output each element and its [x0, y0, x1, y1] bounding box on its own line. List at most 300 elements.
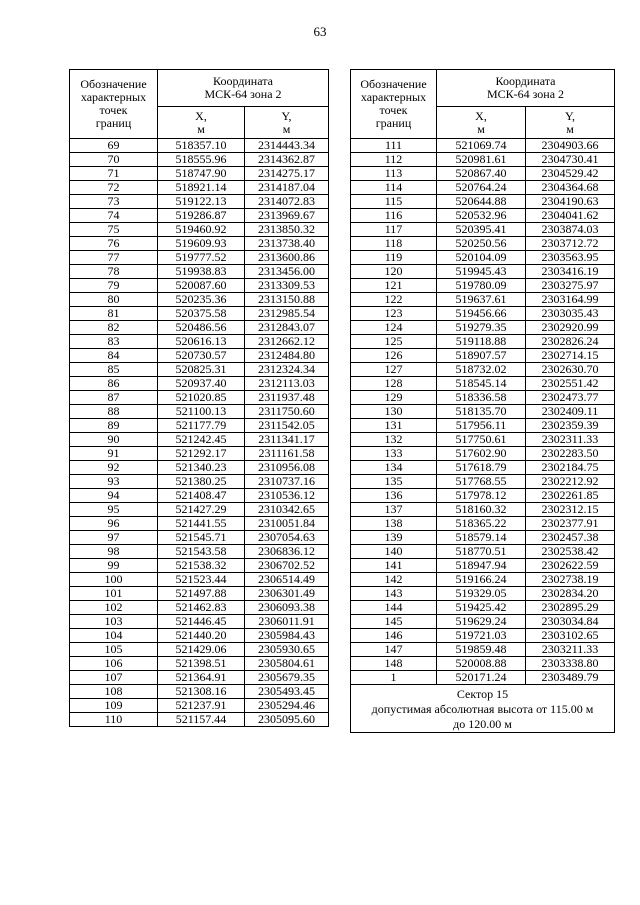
x-label: X, — [475, 108, 487, 123]
x-coordinate: 519637.61 — [437, 293, 526, 307]
y-coordinate: 2305930.65 — [245, 643, 329, 657]
table-row — [70, 237, 329, 251]
table-row — [351, 377, 615, 391]
point-label-header — [70, 70, 158, 139]
table-row — [351, 573, 615, 587]
y-coordinate: 2306836.12 — [245, 545, 329, 559]
y-coordinate: 2310737.16 — [245, 475, 329, 489]
table-row — [70, 503, 329, 517]
coordinates-rows-left — [70, 139, 329, 727]
y-coordinate: 2302473.77 — [526, 391, 615, 405]
x-coordinate: 520171.24 — [437, 671, 526, 685]
x-coordinate: 518545.14 — [437, 377, 526, 391]
y-coordinate: 2306702.52 — [245, 559, 329, 573]
table-row — [351, 475, 615, 489]
x-coordinate: 521292.17 — [158, 447, 245, 461]
y-coordinate: 2303211.33 — [526, 643, 615, 657]
y-coordinate: 2313850.32 — [245, 223, 329, 237]
table-row — [70, 601, 329, 615]
point-number: 107 — [70, 671, 158, 685]
x-coordinate: 520937.40 — [158, 377, 245, 391]
point-number: 123 — [351, 307, 437, 321]
y-coordinate: 2312985.54 — [245, 307, 329, 321]
coordinate-header — [437, 70, 615, 107]
point-number: 80 — [70, 293, 158, 307]
table-row — [351, 335, 615, 349]
x-coordinate: 521308.16 — [158, 685, 245, 699]
y-coordinate: 2313600.86 — [245, 251, 329, 265]
point-number: 104 — [70, 629, 158, 643]
y-coordinate: 2306093.38 — [245, 601, 329, 615]
table-row — [351, 223, 615, 237]
point-number: 95 — [70, 503, 158, 517]
x-coordinate: 520730.57 — [158, 349, 245, 363]
table-row — [70, 615, 329, 629]
point-number: 128 — [351, 377, 437, 391]
table-row — [351, 167, 615, 181]
y-coordinate: 2302457.38 — [526, 531, 615, 545]
x-coordinate: 519425.42 — [437, 601, 526, 615]
table-row — [351, 251, 615, 265]
table-row — [70, 713, 329, 727]
y-coordinate: 2303416.19 — [526, 265, 615, 279]
point-number: 88 — [70, 405, 158, 419]
point-number: 120 — [351, 265, 437, 279]
table-row — [70, 475, 329, 489]
table-row — [351, 181, 615, 195]
sector-height-note-cont: до 120.00 м — [453, 717, 512, 731]
y-coordinate: 2302895.29 — [526, 601, 615, 615]
x-coordinate: 518555.96 — [158, 153, 245, 167]
y-unit: м — [566, 121, 574, 136]
point-label-line: точек — [99, 103, 128, 117]
point-number: 118 — [351, 237, 437, 251]
y-coordinate: 2305095.60 — [245, 713, 329, 727]
y-coordinate: 2303102.65 — [526, 629, 615, 643]
x-coordinate: 518579.14 — [437, 531, 526, 545]
y-coordinate: 2305804.61 — [245, 657, 329, 671]
x-coordinate: 517750.61 — [437, 433, 526, 447]
x-coordinate: 519780.09 — [437, 279, 526, 293]
x-coordinate: 520235.36 — [158, 293, 245, 307]
y-coordinate: 2306514.49 — [245, 573, 329, 587]
table-row — [70, 657, 329, 671]
table-row — [351, 671, 615, 685]
x-coordinate: 517602.90 — [437, 447, 526, 461]
x-coordinate: 521440.20 — [158, 629, 245, 643]
point-number: 110 — [70, 713, 158, 727]
point-number: 131 — [351, 419, 437, 433]
table-row — [351, 657, 615, 671]
y-coordinate: 2302738.19 — [526, 573, 615, 587]
point-number: 93 — [70, 475, 158, 489]
x-coordinate: 521427.29 — [158, 503, 245, 517]
x-coordinate: 521523.44 — [158, 573, 245, 587]
x-coordinate: 519286.87 — [158, 209, 245, 223]
y-coordinate: 2314072.83 — [245, 195, 329, 209]
y-coordinate: 2303563.95 — [526, 251, 615, 265]
y-label: Y, — [281, 108, 292, 123]
y-coordinate: 2313150.88 — [245, 293, 329, 307]
table-row — [351, 489, 615, 503]
point-number: 113 — [351, 167, 437, 181]
point-number: 96 — [70, 517, 158, 531]
table-row — [351, 405, 615, 419]
y-coordinate: 2313969.67 — [245, 209, 329, 223]
x-coordinate: 518907.57 — [437, 349, 526, 363]
point-label-line: точек — [379, 103, 408, 117]
point-number: 135 — [351, 475, 437, 489]
x-coordinate: 518770.51 — [437, 545, 526, 559]
x-header — [437, 107, 526, 139]
x-coordinate: 520087.60 — [158, 279, 245, 293]
point-number: 1 — [351, 671, 437, 685]
table-row — [70, 307, 329, 321]
table-row — [70, 139, 329, 153]
y-unit: м — [282, 121, 291, 136]
table-row — [70, 545, 329, 559]
point-number: 77 — [70, 251, 158, 265]
point-number: 89 — [70, 419, 158, 433]
point-number: 121 — [351, 279, 437, 293]
point-number: 85 — [70, 363, 158, 377]
x-coordinate: 517618.79 — [437, 461, 526, 475]
x-coordinate: 519945.43 — [437, 265, 526, 279]
y-coordinate: 2302630.70 — [526, 363, 615, 377]
point-number: 99 — [70, 559, 158, 573]
point-number: 139 — [351, 531, 437, 545]
table-row — [351, 139, 615, 153]
point-number: 74 — [70, 209, 158, 223]
y-coordinate: 2303489.79 — [526, 671, 615, 685]
x-coordinate: 518357.10 — [158, 139, 245, 153]
y-coordinate: 2310051.84 — [245, 517, 329, 531]
x-coordinate: 521340.23 — [158, 461, 245, 475]
y-coordinate: 2312484.80 — [245, 349, 329, 363]
x-coordinate: 519456.66 — [437, 307, 526, 321]
y-coordinate: 2305984.43 — [245, 629, 329, 643]
table-row — [70, 573, 329, 587]
sector-title: Сектор 15 — [456, 687, 509, 701]
x-coordinate: 521429.06 — [158, 643, 245, 657]
point-number: 97 — [70, 531, 158, 545]
y-coordinate: 2302622.59 — [526, 559, 615, 573]
point-number: 129 — [351, 391, 437, 405]
x-coordinate: 521237.91 — [158, 699, 245, 713]
table-row — [351, 293, 615, 307]
x-coordinate: 519938.83 — [158, 265, 245, 279]
table-row — [351, 391, 615, 405]
table-row — [351, 531, 615, 545]
y-coordinate: 2311161.58 — [245, 447, 329, 461]
table-row — [70, 671, 329, 685]
coordinates-table-left — [69, 69, 329, 727]
table-row — [351, 433, 615, 447]
point-label-line: Обозначение — [360, 77, 427, 91]
x-coordinate: 521242.45 — [158, 433, 245, 447]
table-row — [351, 601, 615, 615]
sector-info — [351, 685, 615, 733]
table-row — [70, 405, 329, 419]
x-coordinate: 521441.55 — [158, 517, 245, 531]
table-row — [70, 223, 329, 237]
table-row — [70, 517, 329, 531]
y-coordinate: 2310536.12 — [245, 489, 329, 503]
point-number: 145 — [351, 615, 437, 629]
x-coordinate: 519279.35 — [437, 321, 526, 335]
table-row — [351, 237, 615, 251]
point-label-line: границ — [95, 116, 132, 130]
table-row — [70, 335, 329, 349]
point-number: 105 — [70, 643, 158, 657]
point-number: 81 — [70, 307, 158, 321]
y-coordinate: 2303874.03 — [526, 223, 615, 237]
y-coordinate: 2302714.15 — [526, 349, 615, 363]
table-row — [70, 279, 329, 293]
point-number: 134 — [351, 461, 437, 475]
point-label-header — [351, 70, 437, 139]
coordinate-title-line: Координата — [213, 74, 273, 88]
x-coordinate: 521398.51 — [158, 657, 245, 671]
point-number: 101 — [70, 587, 158, 601]
page-number: 63 — [313, 24, 327, 39]
table-row — [70, 321, 329, 335]
table-row — [70, 489, 329, 503]
point-number: 75 — [70, 223, 158, 237]
x-coordinate: 521100.13 — [158, 405, 245, 419]
table-row — [70, 167, 329, 181]
y-coordinate: 2314275.17 — [245, 167, 329, 181]
y-coordinate: 2313456.00 — [245, 265, 329, 279]
table-row — [70, 419, 329, 433]
table-row — [351, 209, 615, 223]
y-coordinate: 2306301.49 — [245, 587, 329, 601]
x-coordinate: 521069.74 — [437, 139, 526, 153]
x-coordinate: 519777.52 — [158, 251, 245, 265]
y-coordinate: 2314443.34 — [245, 139, 329, 153]
y-coordinate: 2302283.50 — [526, 447, 615, 461]
table-row — [351, 629, 615, 643]
y-coordinate: 2307054.63 — [245, 531, 329, 545]
table-row — [351, 153, 615, 167]
table-row — [351, 349, 615, 363]
point-number: 114 — [351, 181, 437, 195]
point-number: 140 — [351, 545, 437, 559]
x-coordinate: 520250.56 — [437, 237, 526, 251]
point-number: 79 — [70, 279, 158, 293]
table-row — [351, 279, 615, 293]
table-row — [351, 195, 615, 209]
x-coordinate: 520486.56 — [158, 321, 245, 335]
x-coordinate: 518160.32 — [437, 503, 526, 517]
point-number: 112 — [351, 153, 437, 167]
y-coordinate: 2303035.43 — [526, 307, 615, 321]
point-number: 119 — [351, 251, 437, 265]
x-coordinate: 520616.13 — [158, 335, 245, 349]
y-coordinate: 2303712.72 — [526, 237, 615, 251]
x-coordinate: 517978.12 — [437, 489, 526, 503]
point-number: 92 — [70, 461, 158, 475]
x-coordinate: 519721.03 — [437, 629, 526, 643]
y-coordinate: 2304364.68 — [526, 181, 615, 195]
table-row — [70, 559, 329, 573]
y-coordinate: 2312843.07 — [245, 321, 329, 335]
point-number: 132 — [351, 433, 437, 447]
x-coordinate: 521380.25 — [158, 475, 245, 489]
x-coordinate: 519460.92 — [158, 223, 245, 237]
x-coordinate: 521020.85 — [158, 391, 245, 405]
table-row — [351, 559, 615, 573]
y-coordinate: 2313738.40 — [245, 237, 329, 251]
table-row — [70, 629, 329, 643]
table-row — [70, 699, 329, 713]
table-row — [351, 265, 615, 279]
y-coordinate: 2302409.11 — [526, 405, 615, 419]
point-number: 136 — [351, 489, 437, 503]
point-number: 125 — [351, 335, 437, 349]
y-coordinate: 2311937.48 — [245, 391, 329, 405]
point-number: 147 — [351, 643, 437, 657]
y-coordinate: 2302826.24 — [526, 335, 615, 349]
y-coordinate: 2310956.08 — [245, 461, 329, 475]
table-row — [70, 391, 329, 405]
y-header — [526, 107, 615, 139]
point-label-line: характерных — [360, 90, 427, 104]
point-number: 137 — [351, 503, 437, 517]
y-label: Y, — [564, 108, 576, 123]
x-coordinate: 520825.31 — [158, 363, 245, 377]
x-coordinate: 519122.13 — [158, 195, 245, 209]
y-coordinate: 2306011.91 — [245, 615, 329, 629]
table-row — [70, 685, 329, 699]
x-coordinate: 521408.47 — [158, 489, 245, 503]
table-row — [70, 181, 329, 195]
table-row — [70, 349, 329, 363]
x-coordinate: 518135.70 — [437, 405, 526, 419]
table-row — [70, 587, 329, 601]
x-coordinate: 520104.09 — [437, 251, 526, 265]
point-number: 130 — [351, 405, 437, 419]
x-coordinate: 521364.91 — [158, 671, 245, 685]
x-coordinate: 520981.61 — [437, 153, 526, 167]
point-number: 84 — [70, 349, 158, 363]
y-coordinate: 2304529.42 — [526, 167, 615, 181]
point-number: 86 — [70, 377, 158, 391]
point-number: 141 — [351, 559, 437, 573]
table-row — [351, 587, 615, 601]
table-row — [351, 545, 615, 559]
y-coordinate: 2302261.85 — [526, 489, 615, 503]
point-number: 106 — [70, 657, 158, 671]
table-row — [70, 265, 329, 279]
x-coordinate: 519859.48 — [437, 643, 526, 657]
point-number: 127 — [351, 363, 437, 377]
point-number: 70 — [70, 153, 158, 167]
y-coordinate: 2312324.34 — [245, 363, 329, 377]
table-row — [70, 293, 329, 307]
x-coordinate: 518747.90 — [158, 167, 245, 181]
point-number: 117 — [351, 223, 437, 237]
y-coordinate: 2313309.53 — [245, 279, 329, 293]
x-coordinate: 517956.11 — [437, 419, 526, 433]
point-label-line: характерных — [80, 90, 147, 104]
y-coordinate: 2311750.60 — [245, 405, 329, 419]
table-row — [351, 517, 615, 531]
y-coordinate: 2302920.99 — [526, 321, 615, 335]
point-number: 72 — [70, 181, 158, 195]
point-number: 87 — [70, 391, 158, 405]
table-row — [70, 433, 329, 447]
point-number: 148 — [351, 657, 437, 671]
x-coordinate: 520375.58 — [158, 307, 245, 321]
x-coordinate: 518732.02 — [437, 363, 526, 377]
x-coordinate: 520644.88 — [437, 195, 526, 209]
y-coordinate: 2302834.20 — [526, 587, 615, 601]
y-coordinate: 2311341.17 — [245, 433, 329, 447]
point-number: 144 — [351, 601, 437, 615]
table-row — [70, 209, 329, 223]
x-coordinate: 518365.22 — [437, 517, 526, 531]
y-coordinate: 2302312.15 — [526, 503, 615, 517]
y-coordinate: 2305493.45 — [245, 685, 329, 699]
table-row — [70, 461, 329, 475]
y-coordinate: 2304041.62 — [526, 209, 615, 223]
x-header — [158, 107, 245, 139]
table-row — [351, 461, 615, 475]
x-unit: м — [477, 121, 485, 136]
y-coordinate: 2311542.05 — [245, 419, 329, 433]
point-label-line: Обозначение — [80, 77, 147, 91]
table-row — [351, 503, 615, 517]
x-coordinate: 520867.40 — [437, 167, 526, 181]
y-coordinate: 2304190.63 — [526, 195, 615, 209]
table-row — [351, 419, 615, 433]
point-number: 133 — [351, 447, 437, 461]
y-coordinate: 2310342.65 — [245, 503, 329, 517]
point-number: 126 — [351, 349, 437, 363]
point-number: 146 — [351, 629, 437, 643]
x-coordinate: 521497.88 — [158, 587, 245, 601]
y-coordinate: 2303034.84 — [526, 615, 615, 629]
x-coordinate: 521545.71 — [158, 531, 245, 545]
x-coordinate: 521538.32 — [158, 559, 245, 573]
point-number: 116 — [351, 209, 437, 223]
x-coordinate: 521462.83 — [158, 601, 245, 615]
x-label: X, — [195, 108, 207, 123]
point-number: 71 — [70, 167, 158, 181]
point-number: 76 — [70, 237, 158, 251]
point-number: 138 — [351, 517, 437, 531]
y-coordinate: 2302184.75 — [526, 461, 615, 475]
table-row — [351, 643, 615, 657]
table-row — [351, 615, 615, 629]
point-number: 124 — [351, 321, 437, 335]
table-row — [70, 377, 329, 391]
coordinate-system-line: МСК-64 зона 2 — [486, 87, 565, 101]
point-number: 100 — [70, 573, 158, 587]
x-coordinate: 519629.24 — [437, 615, 526, 629]
y-coordinate: 2303338.80 — [526, 657, 615, 671]
x-coordinate: 519166.24 — [437, 573, 526, 587]
point-label-line: границ — [375, 116, 412, 130]
point-number: 109 — [70, 699, 158, 713]
y-coordinate: 2312113.03 — [245, 377, 329, 391]
y-coordinate: 2314362.87 — [245, 153, 329, 167]
x-coordinate: 519118.88 — [437, 335, 526, 349]
x-coordinate: 520764.24 — [437, 181, 526, 195]
x-coordinate: 519329.05 — [437, 587, 526, 601]
y-coordinate: 2302377.91 — [526, 517, 615, 531]
